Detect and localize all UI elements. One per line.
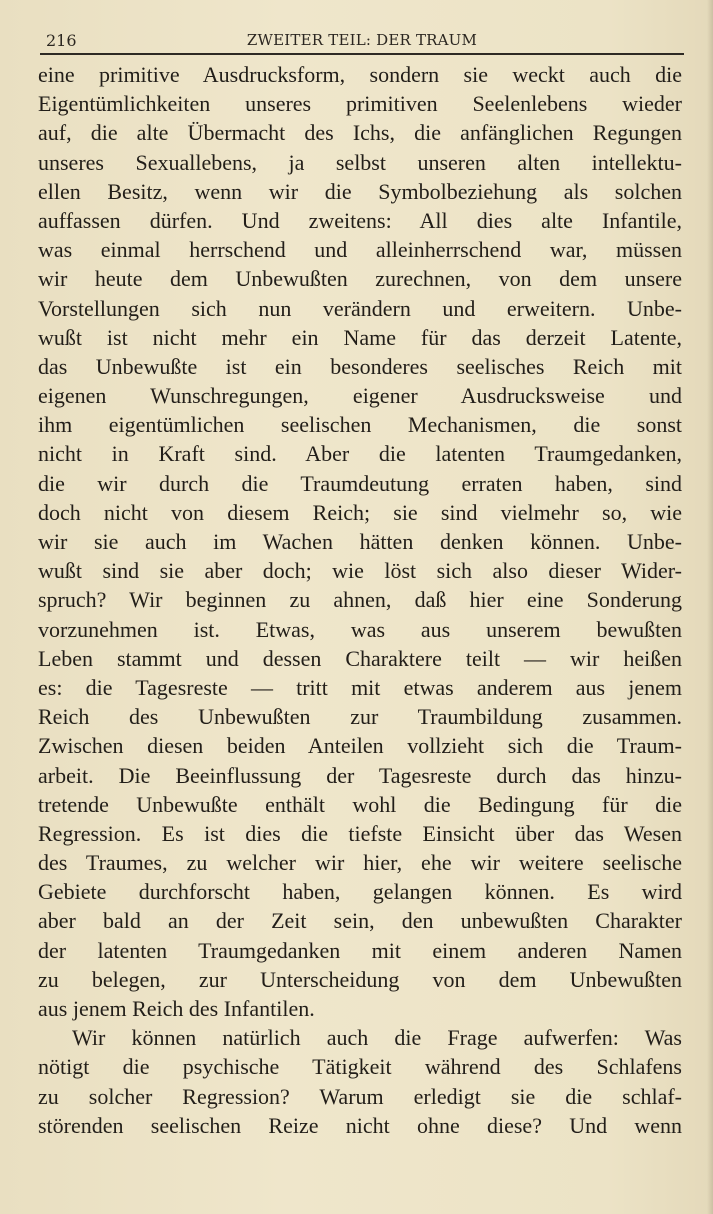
text-line: eine primitive Ausdrucksform, sondern sie weckt auch die [38, 62, 682, 87]
text-line: Eigentümlichkeiten unseres primitiven Seelenlebens wieder [38, 91, 682, 117]
text-line: wußt sind sie aber doch; wie löst sich also dieser Wider- [38, 558, 682, 584]
text-line: zu belegen, zur Unterscheidung von dem Unbewußten [38, 966, 682, 992]
page-header [40, 30, 684, 52]
paragraph-start-line: Wir können natürlich auch die Frage aufwerfen: Was [72, 1025, 682, 1051]
text-line: Zwischen diesen beiden Anteilen vollzieht sich die Traum- [38, 733, 682, 759]
text-line: aber bald an der Zeit sein, den unbewußten Charakter [38, 908, 682, 934]
text-line: des Traumes, zu welcher wir hier, ehe wir weitere seelische [38, 850, 682, 876]
paragraph-end-line: aus jenem Reich des Infantilen. [38, 996, 315, 1021]
text-line: wußt ist nicht mehr ein Name für das derzeit Latente, [38, 324, 682, 350]
text-line: die wir durch die Traumdeutung erraten haben, sind [38, 470, 682, 496]
text-line: der latenten Traumgedanken mit einem anderen Namen [38, 937, 682, 963]
body-text [38, 60, 682, 1140]
page-edge-shadow [707, 0, 713, 1214]
text-line: Gebiete durchforscht haben, gelangen können. Es wird [38, 879, 682, 905]
text-line: es: die Tagesreste — tritt mit etwas anderem aus jenem [38, 674, 682, 700]
text-line: doch nicht von diesem Reich; sie sind vielmehr so, wie [38, 499, 682, 525]
text-line: Regression. Es ist dies die tiefste Einsicht über das Wesen [38, 820, 682, 846]
text-line: das Unbewußte ist ein besonderes seelisches Reich mit [38, 353, 682, 379]
text-line: eigenen Wunschregungen, eigener Ausdrucksweise und [38, 383, 682, 409]
text-line: tretende Unbewußte enthält wohl die Bedingung für die [38, 791, 682, 817]
text-line: was einmal herrschend und alleinherrschend war, müssen [38, 237, 682, 263]
running-title: ZWEITER TEIL: DER TRAUM [246, 31, 478, 49]
text-line: arbeit. Die Beeinflussung der Tagesreste durch das hinzu- [38, 762, 682, 788]
text-line: Leben stammt und dessen Charaktere teilt — wir heißen [38, 645, 682, 671]
text-line: unseres Sexuallebens, ja selbst unseren alten intellektu- [38, 149, 682, 175]
text-line: spruch? Wir beginnen zu ahnen, daß hier eine Sonderung [38, 587, 682, 613]
text-line: ihm eigentümlichen seelischen Mechanismen, die sonst [38, 412, 682, 438]
text-line: störenden seelischen Reize nicht ohne diese? Und wenn [38, 1112, 682, 1138]
text-line: Vorstellungen sich nun verändern und erweitern. Unbe- [38, 295, 682, 321]
page-number: 216 [46, 31, 77, 50]
text-line: vorzunehmen ist. Etwas, was aus unserem bewußten [38, 616, 682, 642]
text-line: wir sie auch im Wachen hätten denken können. Unbe- [38, 529, 682, 554]
text-line: auffassen dürfen. Und zweitens: All dies alte Infantile, [38, 207, 682, 233]
text-line: wir heute dem Unbewußten zurechnen, von dem unsere [38, 266, 682, 292]
header-rule [40, 53, 684, 55]
text-line: auf, die alte Übermacht des Ichs, die anfänglichen Regungen [38, 120, 682, 146]
text-line: nicht in Kraft sind. Aber die latenten Traumgedanken, [38, 441, 682, 467]
text-line: zu solcher Regression? Warum erledigt sie die schlaf- [38, 1083, 682, 1109]
text-line: nötigt die psychische Tätigkeit während des Schlafens [38, 1054, 682, 1080]
text-line: Reich des Unbewußten zur Traumbildung zusammen. [38, 704, 682, 730]
text-line: ellen Besitz, wenn wir die Symbolbeziehung als solchen [38, 178, 682, 204]
